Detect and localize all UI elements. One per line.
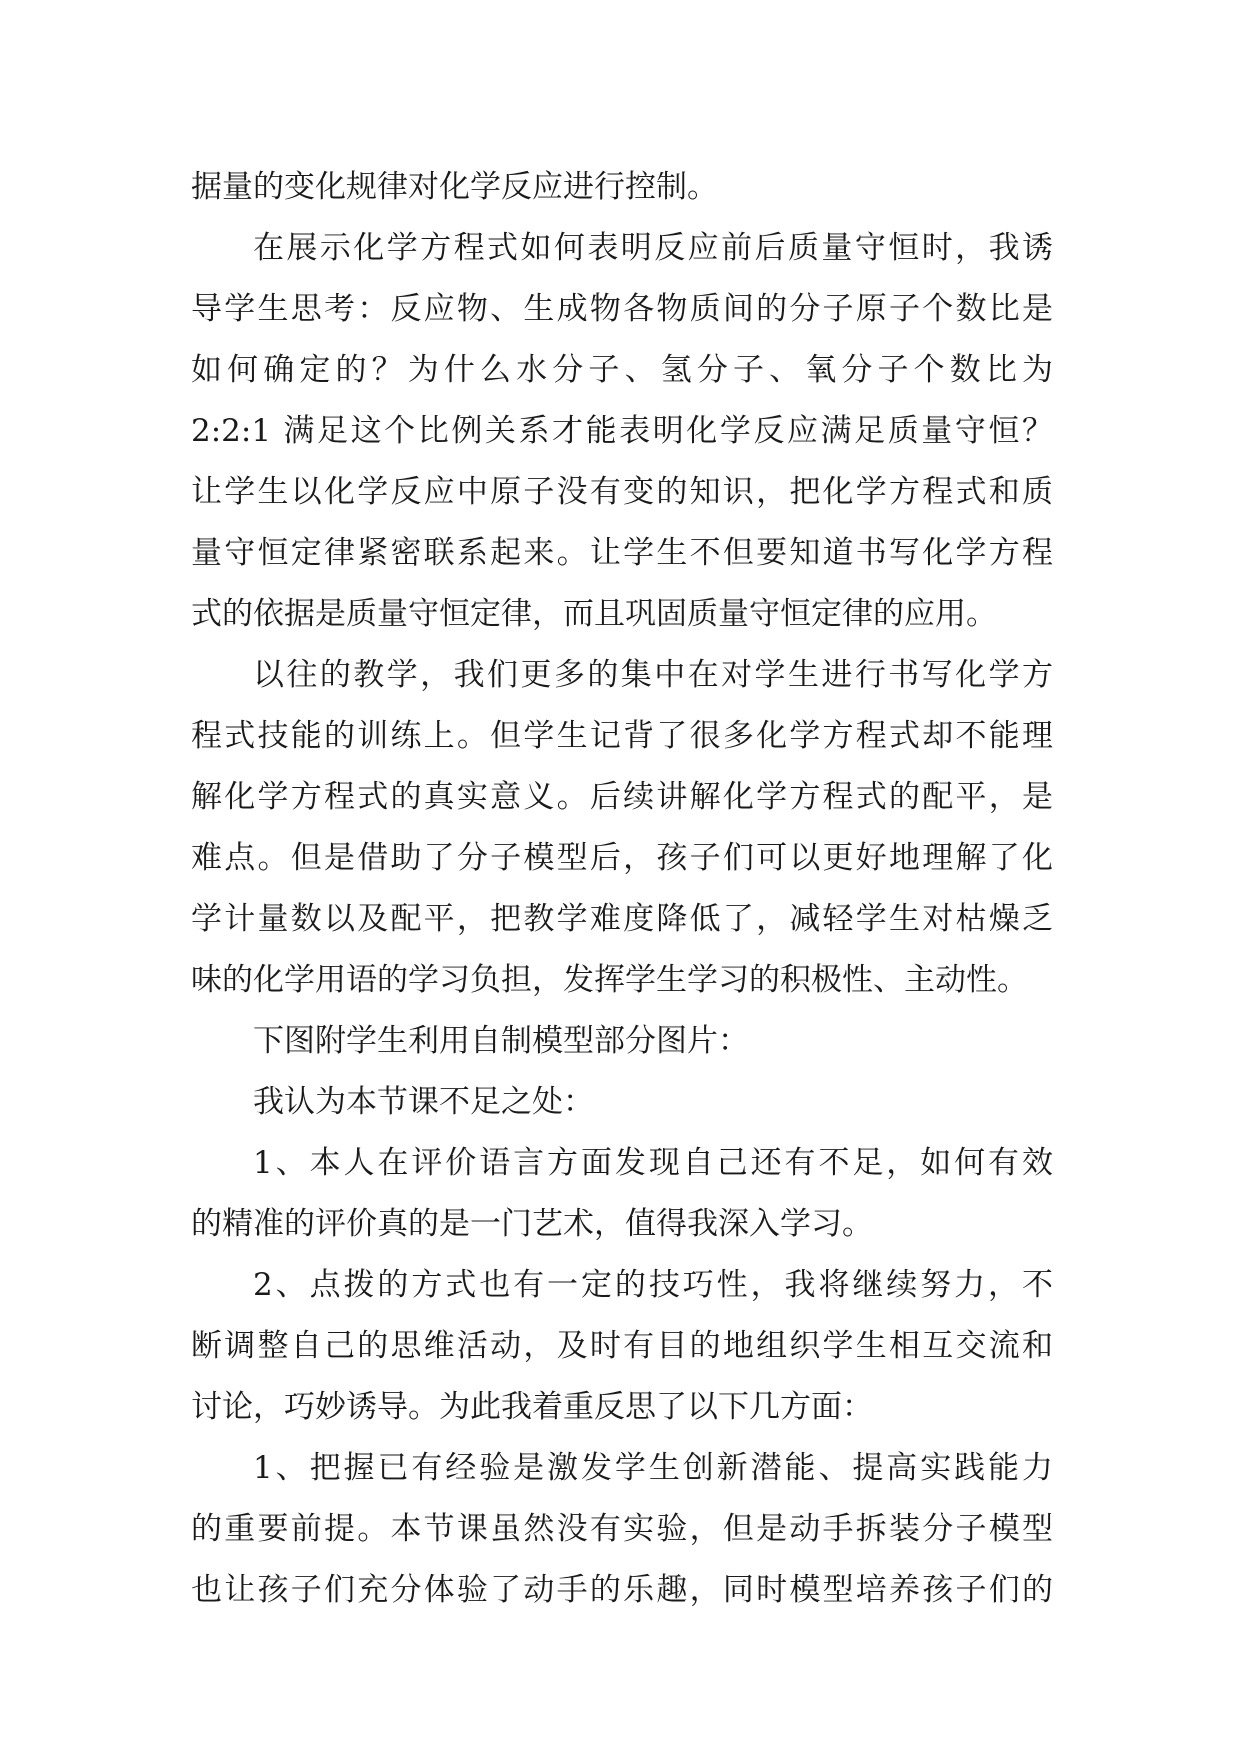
text-line: 断调整自己的思维活动，及时有目的地组织学生相互交流和 bbox=[191, 1328, 1053, 1364]
text-line: 以往的教学，我们更多的集中在对学生进行书写化学方 bbox=[253, 657, 1053, 693]
text-line: 1、把握已有经验是激发学生创新潜能、提高实践能力 bbox=[253, 1450, 1053, 1486]
text-line: 程式技能的训练上。但学生记背了很多化学方程式却不能理 bbox=[191, 718, 1053, 754]
text-line: 2、点拨的方式也有一定的技巧性，我将继续努力，不 bbox=[253, 1267, 1053, 1303]
text-line: 的精准的评价真的是一门艺术，值得我深入学习。 bbox=[191, 1206, 873, 1242]
text-line: 导学生思考：反应物、生成物各物质间的分子原子个数比是 bbox=[191, 291, 1053, 327]
text-line: 味的化学用语的学习负担，发挥学生学习的积极性、主动性。 bbox=[191, 962, 1028, 998]
text-line: 下图附学生利用自制模型部分图片： bbox=[253, 1023, 749, 1059]
text-line: 如何确定的？为什么水分子、氢分子、氧分子个数比为 bbox=[191, 352, 1053, 388]
text-line: 让学生以化学反应中原子没有变的知识，把化学方程式和质 bbox=[191, 474, 1053, 510]
text-line: 的重要前提。本节课虽然没有实验，但是动手拆装分子模型 bbox=[191, 1511, 1053, 1547]
document-page bbox=[191, 157, 1053, 1621]
text-line: 量守恒定律紧密联系起来。让学生不但要知道书写化学方程 bbox=[191, 535, 1053, 571]
text-line: 2:2:1 满足这个比例关系才能表明化学反应满足质量守恒？ bbox=[191, 413, 1053, 449]
text-line: 学计量数以及配平，把教学难度降低了，减轻学生对枯燥乏 bbox=[191, 901, 1053, 937]
text-line: 据量的变化规律对化学反应进行控制。 bbox=[191, 169, 718, 205]
text-line: 也让孩子们充分体验了动手的乐趣，同时模型培养孩子们的 bbox=[191, 1572, 1053, 1608]
text-line: 解化学方程式的真实意义。后续讲解化学方程式的配平，是 bbox=[191, 779, 1053, 815]
text-line: 讨论，巧妙诱导。为此我着重反思了以下几方面： bbox=[191, 1389, 873, 1425]
text-line: 难点。但是借助了分子模型后，孩子们可以更好地理解了化 bbox=[191, 840, 1053, 876]
text-line: 1、本人在评价语言方面发现自己还有不足，如何有效 bbox=[253, 1145, 1053, 1181]
text-line: 式的依据是质量守恒定律，而且巩固质量守恒定律的应用。 bbox=[191, 596, 997, 632]
text-line: 在展示化学方程式如何表明反应前后质量守恒时，我诱 bbox=[253, 230, 1053, 266]
text-line: 我认为本节课不足之处： bbox=[253, 1084, 594, 1120]
